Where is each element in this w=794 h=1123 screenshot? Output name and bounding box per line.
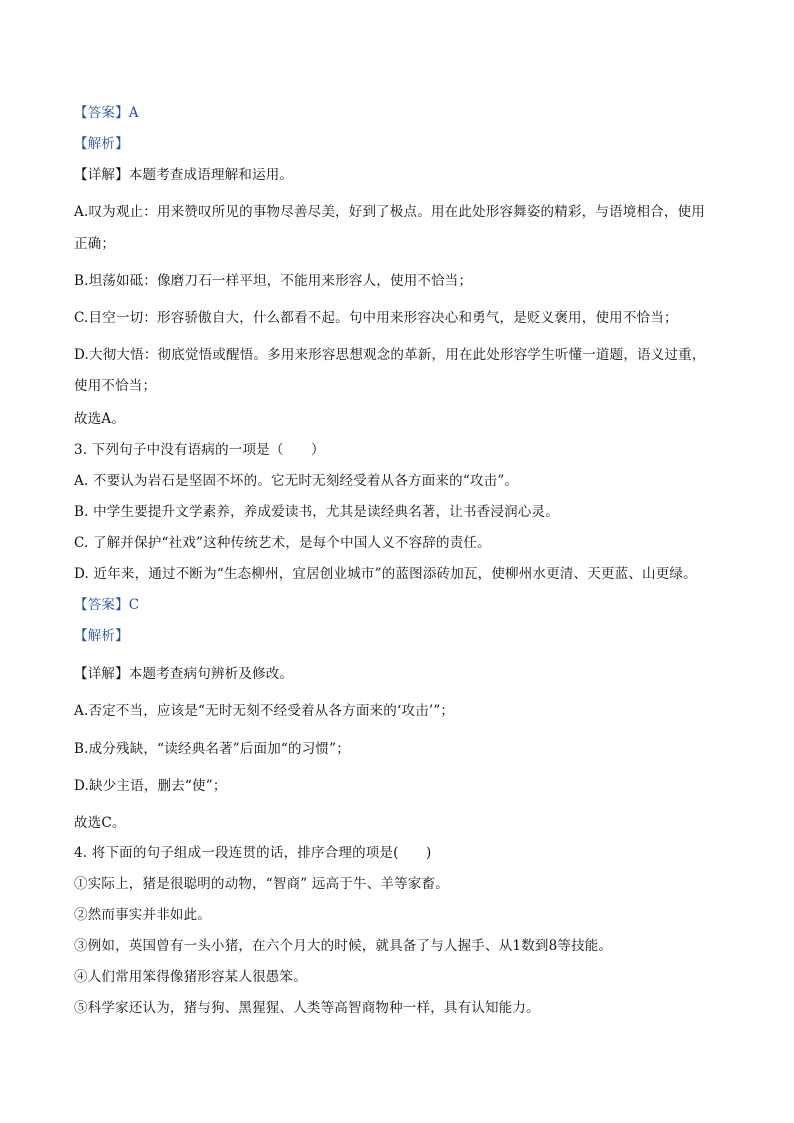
question-3-option-c: C. 了解并保护“社戏”这种传统艺术，是每个中国人义不容辞的责任。: [74, 535, 491, 551]
fix-option-a: A.否定不当，应该是“无时无刻不经受着从各方面来的‘攻击’”；: [74, 703, 455, 719]
sentence-2: ②然而事实并非如此。: [74, 907, 211, 923]
explanation-option-d-line-1: D.大彻大悟：彻底觉悟或醒悟。多用来形容思想观念的革新，用在此处形容学生听懂一道题，语义过重，: [74, 347, 706, 363]
sentence-3: ③例如，英国曾有一头小猪，在六个月大的时候，就具备了与人握手、从1数到8等技能。: [74, 938, 613, 954]
detail-line-1: 【详解】本题考查成语理解和运用。: [74, 167, 294, 183]
analysis-label-1: 【解析】: [74, 136, 129, 152]
fix-option-b: B.成分残缺，“读经典名著”后面加“的习惯”；: [74, 741, 350, 757]
explanation-option-c: C.目空一切：形容骄傲自大，什么都看不起。句中用来形容决心和勇气，是贬义褒用，使用不恰当；: [74, 310, 678, 326]
explanation-option-a-line-2: 正确；: [74, 236, 116, 252]
sentence-5: ⑤科学家还认为，猪与狗、黑猩猩、人类等高智商物种一样，具有认知能力。: [74, 1000, 540, 1016]
answer-label-1: 【答案】A: [74, 105, 139, 121]
conclusion-1: 故选A。: [74, 411, 126, 427]
sentence-4: ④人们常用笨得像猪形容某人很愚笨。: [74, 969, 307, 985]
question-3-option-b: B. 中学生要提升文学素养，养成爱读书，尤其是读经典名著，让书香浸润心灵。: [74, 504, 559, 520]
question-3-option-d: D. 近年来，通过不断为“生态柳州，宜居创业城市”的蓝图添砖加瓦，使柳州水更清、天更蓝、山更绿。: [74, 566, 697, 582]
explanation-option-d-line-2: 使用不恰当；: [74, 378, 157, 394]
conclusion-2: 故选C。: [74, 815, 126, 831]
question-3-option-a: A. 不要认为岩石是坚固不坏的。它无时无刻经受着从各方面来的“攻击”。: [74, 473, 519, 489]
sentence-1: ①实际上，猪是很聪明的动物，“智商” 远高于牛、羊等家畜。: [74, 876, 449, 892]
question-4-stem: 4. 将下面的句子组成一段连贯的话，排序合理的项是( ): [74, 845, 432, 861]
explanation-option-b: B.坦荡如砥：像磨刀石一样平坦，不能用来形容人，使用不恰当；: [74, 273, 473, 289]
analysis-label-2: 【解析】: [74, 628, 129, 644]
fix-option-d: D.缺少主语，删去“使”；: [74, 778, 227, 794]
answer-label-2: 【答案】C: [74, 597, 140, 613]
explanation-option-a-line-1: A.叹为观止：用来赞叹所见的事物尽善尽美，好到了极点。用在此处形容舞姿的精彩，与语境相合，使用: [74, 204, 705, 220]
question-3-stem: 3. 下列句子中没有语病的一项是（ ）: [74, 442, 325, 458]
detail-line-2: 【详解】本题考查病句辨析及修改。: [74, 666, 294, 682]
